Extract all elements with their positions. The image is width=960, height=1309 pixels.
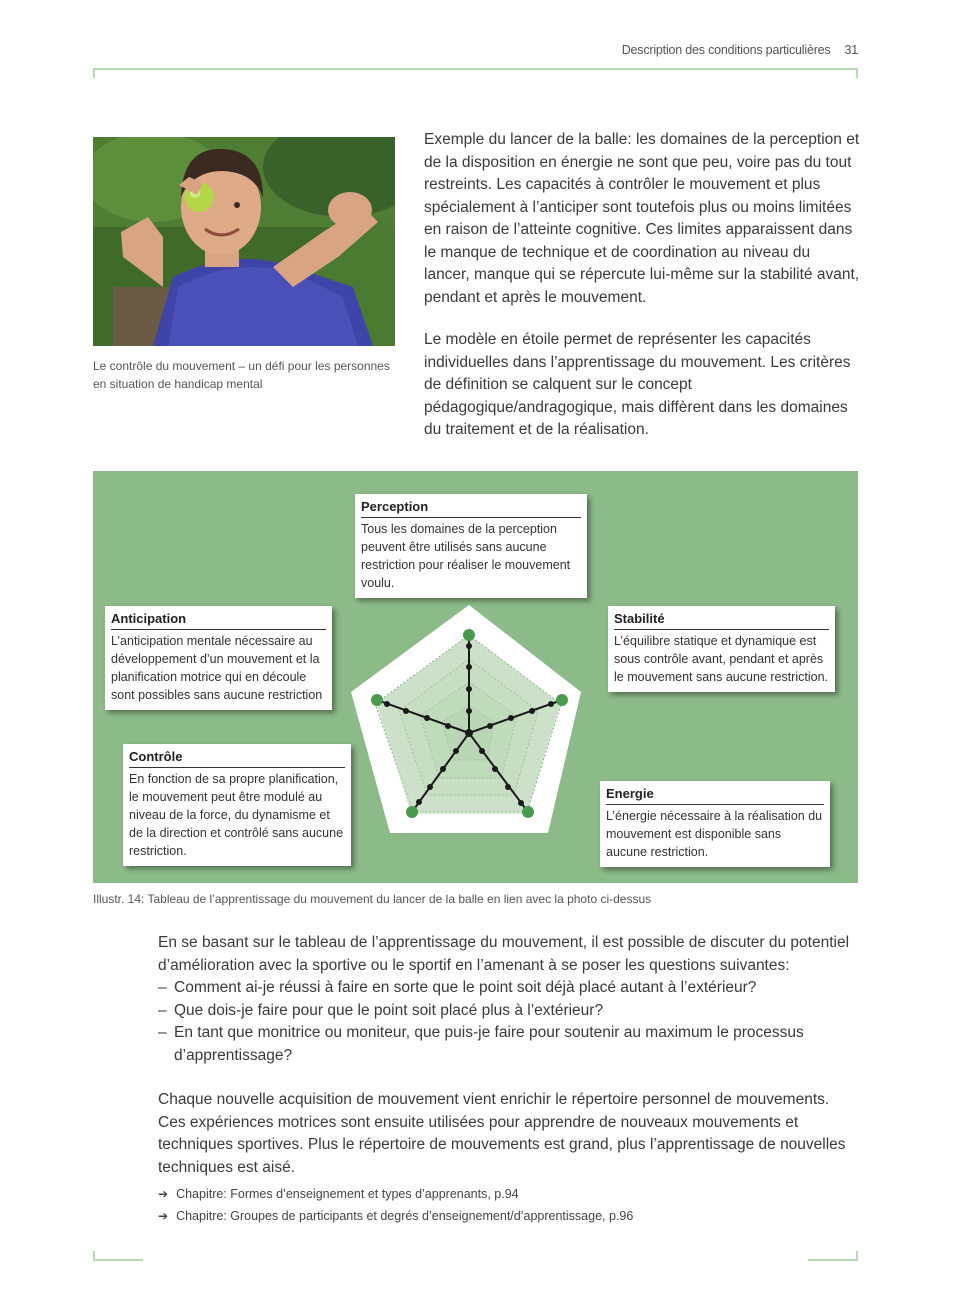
xref-link[interactable]	[158, 1205, 860, 1227]
photo-ball-throw	[93, 137, 395, 346]
xref-link[interactable]	[158, 1183, 860, 1205]
intro-paragraph-2: Le modèle en étoile permet de représenter les capacités individuelles dans l’apprentissage du mouvement. Les critères de définition se calquent sur le concept pédagogique/andragogique, mais diffèrent dans les domaines du traitement et de la réalisation.	[424, 331, 851, 438]
running-head	[560, 43, 858, 57]
box-stabilite-text: L’équilibre statique et dynamique est sous contrôle avant, pendant et après le mouvement sans aucune restriction.	[614, 634, 828, 684]
box-anticipation-title: Anticipation	[111, 610, 326, 630]
xref-label: Chapitre: Groupes de participants et degrés d’enseignement/d’apprentissage, p.96	[176, 1209, 634, 1223]
body-text	[158, 932, 860, 1227]
question-list	[158, 977, 860, 1067]
arrow-right-icon: ➔	[158, 1187, 169, 1201]
xref-label: Chapitre: Formes d’enseignement et types d’apprenants, p.94	[176, 1187, 519, 1201]
marker-controle	[406, 806, 418, 818]
page-number: 31	[844, 43, 858, 57]
box-controle	[123, 744, 351, 866]
box-energie-text: L’énergie nécessaire à la réalisation du mouvement est disponible sans aucune restriction.	[606, 809, 823, 859]
box-energie	[600, 781, 830, 867]
intro-text	[424, 129, 860, 462]
box-stabilite-title: Stabilité	[614, 610, 829, 630]
box-energie-title: Energie	[606, 785, 824, 805]
box-perception	[355, 494, 587, 598]
top-rule	[93, 68, 858, 70]
star-model-figure	[93, 471, 858, 883]
marker-perception	[463, 629, 475, 641]
bottom-rule-left	[93, 1259, 143, 1261]
box-controle-text: En fonction de sa propre planification, le mouvement peut être modulé au niveau de la force, du dynamisme et de la direction et contrôlé sans aucune restriction.	[129, 772, 344, 858]
figure-caption: Illustr. 14: Tableau de l’apprentissage du mouvement du lancer de la balle en lien avec la photo ci-dessus	[93, 892, 652, 906]
marker-anticipation	[371, 694, 383, 706]
question-item: – Que dois-je faire pour que le point soit placé plus à l’extérieur?	[158, 1000, 860, 1023]
marker-energie	[522, 806, 534, 818]
box-anticipation	[105, 606, 332, 710]
box-perception-text: Tous les domaines de la perception peuvent être utilisés sans aucune restriction pour réaliser le mouvement voulu.	[361, 522, 571, 590]
question-item: – En tant que monitrice ou moniteur, que puis-je faire pour soutenir au maximum le processus d’apprentissage?	[158, 1022, 860, 1067]
intro-paragraph-1: Exemple du lancer de la balle: les domaines de la perception et de la disposition en énergie ne sont que peu, voire pas du tout restreints. Les capacités à contrôler le mouvement et plus spécialement à l’anticiper sont toutefois plus ou moins limitées en raison de l’atteinte cognitive. Ces limites apparaissent dans le manque de technique et de coordination au niveau du lancer, manque qui se répercute lui-même sur la stabilité avant, pendant et après le mouvement.	[424, 131, 860, 306]
body-lead: En se basant sur le tableau de l’apprentissage du mouvement, il est possible de discuter du potentiel d’amélioration avec la sportive ou le sportif en l’amenant à se poser les questions suivantes:	[158, 934, 850, 974]
arrow-right-icon: ➔	[158, 1209, 169, 1223]
question-item: – Comment ai-je réussi à faire en sorte que le point soit déjà placé autant à l’extérieur?	[158, 977, 860, 1000]
photo-caption: Le contrôle du mouvement – un défi pour les personnes en situation de handicap mental	[93, 359, 390, 391]
box-anticipation-text: L’anticipation mentale nécessaire au développement d’un mouvement et la planification motrice qui en découle sont possibles sans aucune restriction	[111, 634, 323, 702]
body-closing: Chaque nouvelle acquisition de mouvement vient enrichir le répertoire personnel de mouvements. Ces expériences motrices sont ensuite utilisées pour apprendre de nouveaux mouvements et techniques sportives. Plus le répertoire de mouvements est grand, plus l’apprentissage de nouvelles techniques est aisé.	[158, 1091, 846, 1176]
marker-stabilite	[556, 694, 568, 706]
cross-references	[158, 1183, 860, 1227]
running-title: Description des conditions particulières	[621, 43, 831, 57]
box-perception-title: Perception	[361, 498, 581, 518]
bottom-rule-right	[808, 1259, 858, 1261]
photo-illustration	[93, 137, 395, 346]
box-controle-title: Contrôle	[129, 748, 345, 768]
box-stabilite	[608, 606, 835, 692]
